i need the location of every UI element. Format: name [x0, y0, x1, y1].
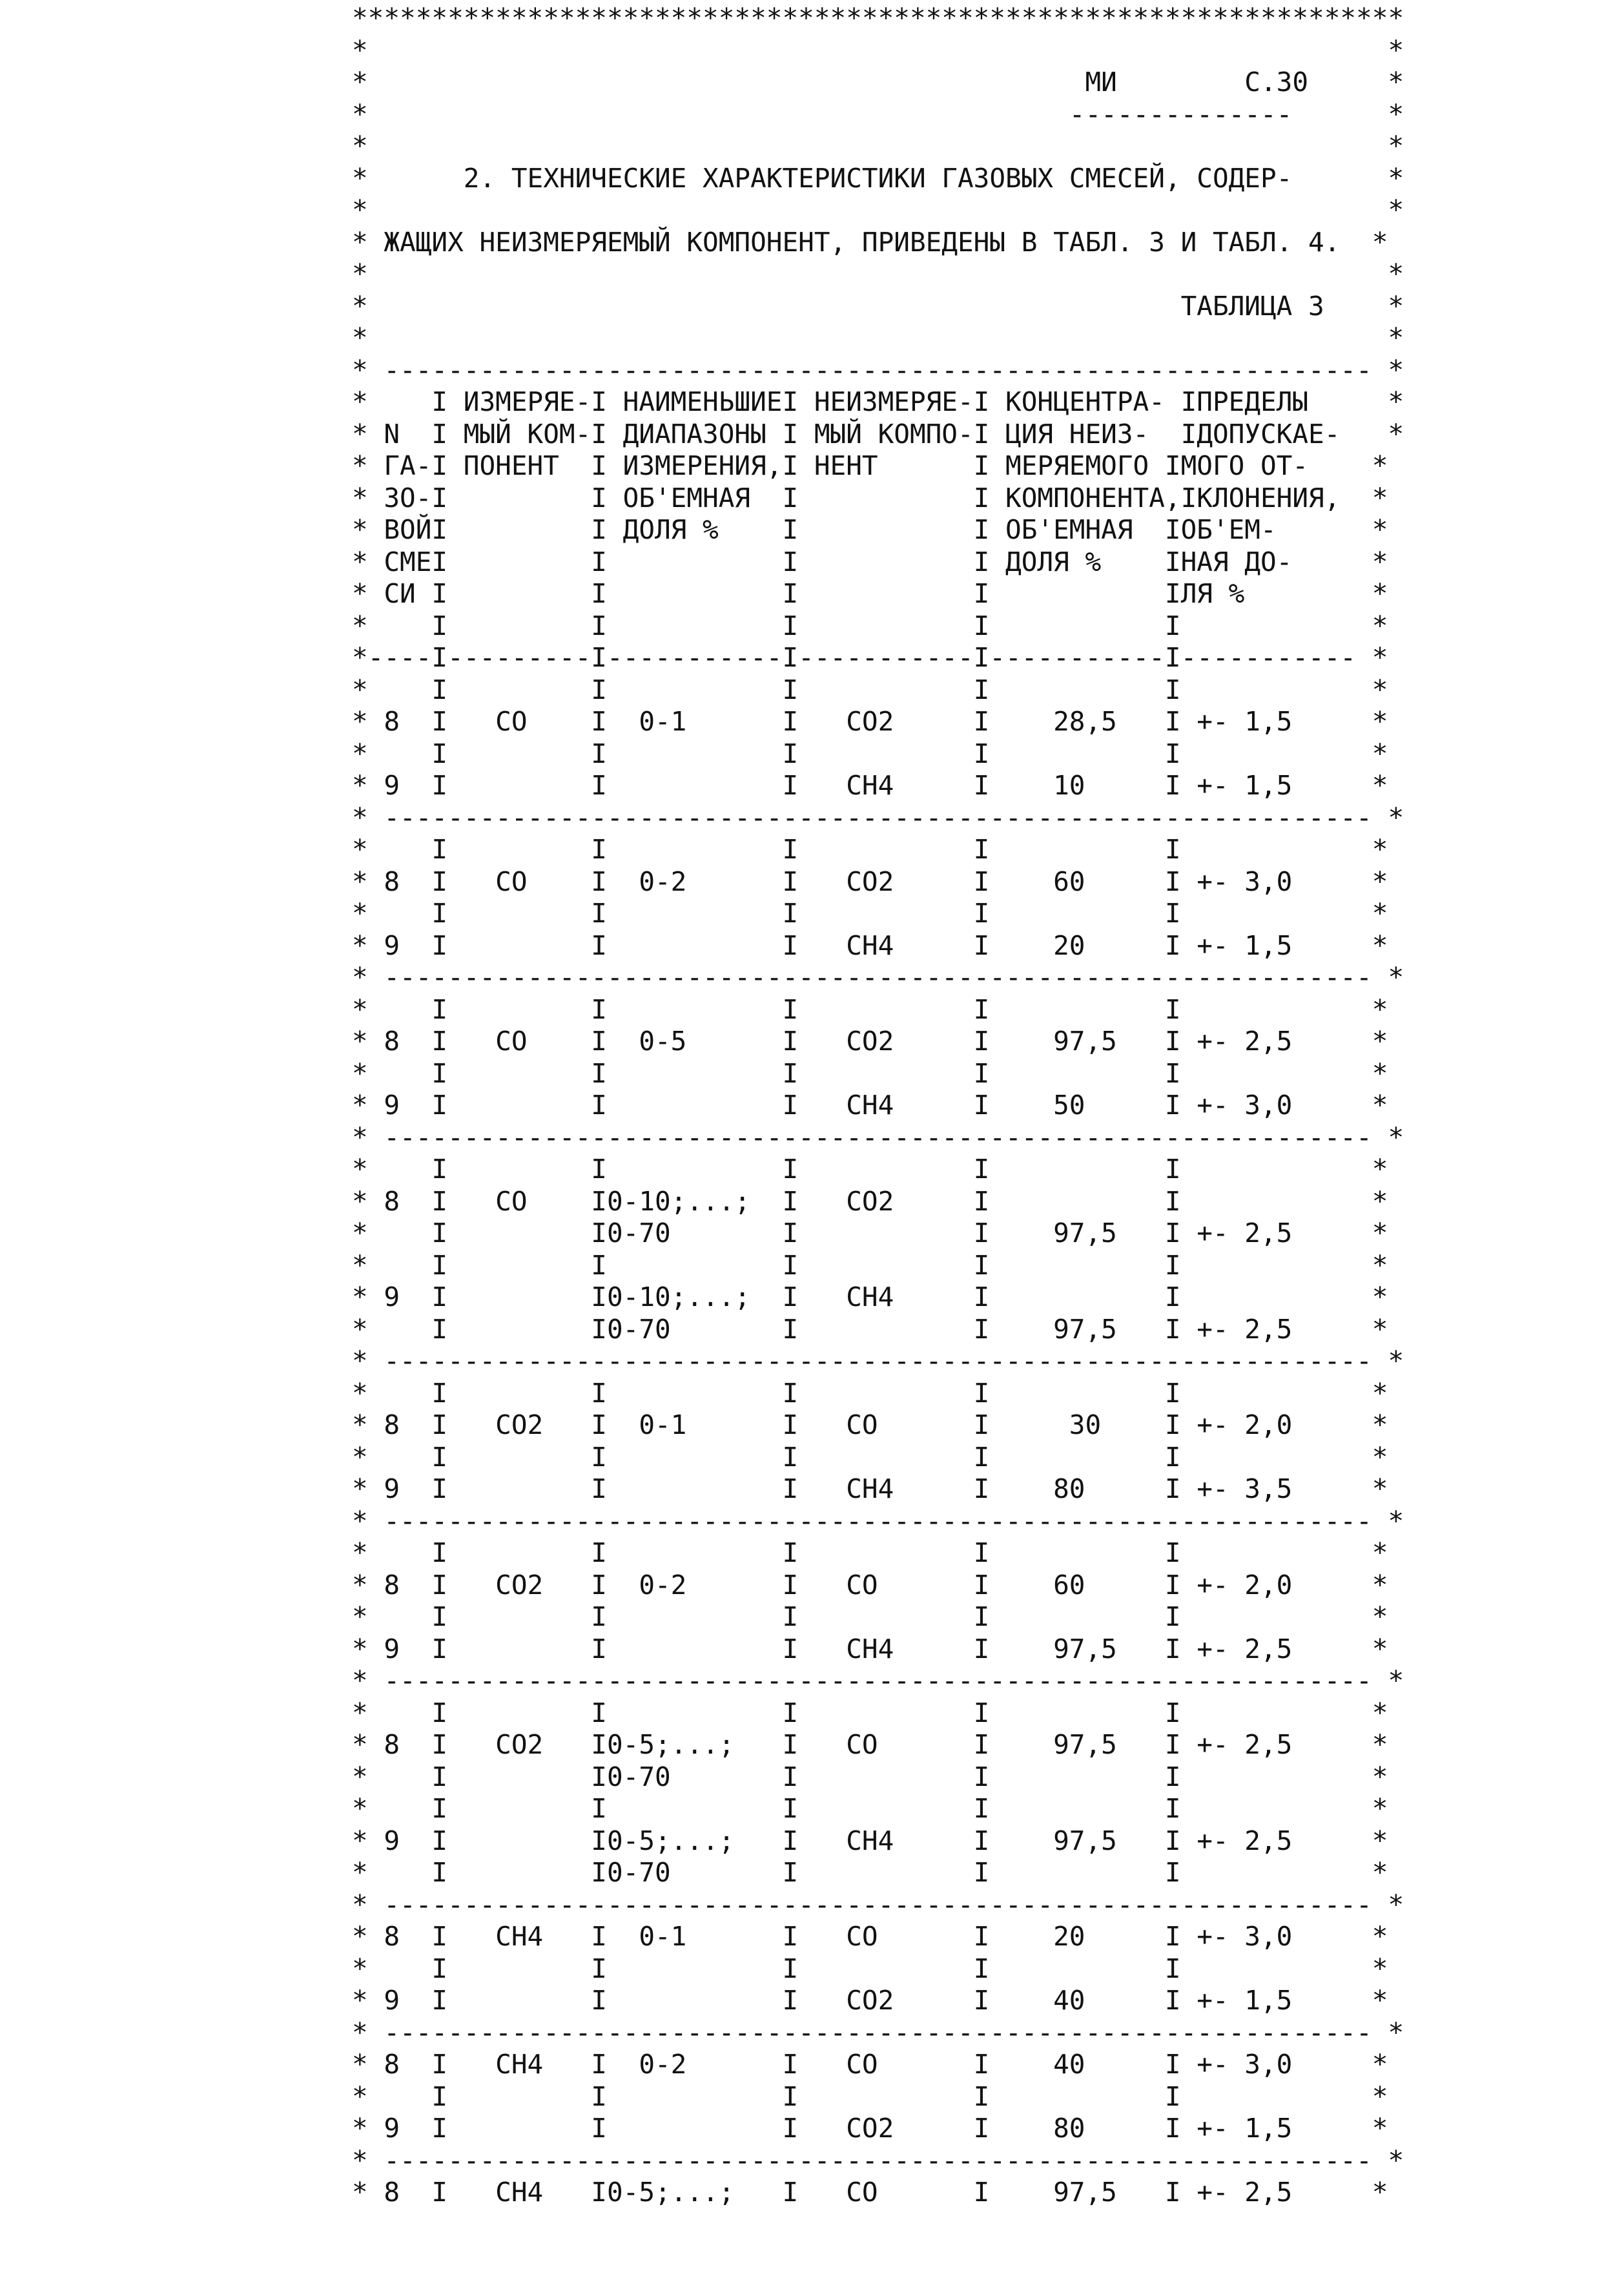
table-rule: * -------------------------------------------------------------- *: [352, 1506, 1404, 1537]
table-rule: *----I---------I-----------I-----------I-----------I----------- *: [352, 642, 1388, 673]
table-header-line: * СМЕI I I I ДОЛЯ % IНАЯ ДО- *: [352, 546, 1388, 577]
table-rule: * -------------------------------------------------------------- *: [352, 2145, 1404, 2176]
table-row: * I I I I I *: [352, 1953, 1388, 1984]
table-row: * 9 I I I CO2 I 40 I +- 1,5 *: [352, 1985, 1388, 2016]
table-row: * 9 I I I CH4 I 20 I +- 1,5 *: [352, 930, 1388, 961]
printout-line: * *: [352, 322, 1404, 353]
table-row: * I I I I I *: [352, 2081, 1388, 2112]
table-row: * 8 I CH4 I 0-2 I CO I 40 I +- 3,0 *: [352, 2049, 1388, 2080]
table-row: * 8 I CO2 I 0-1 I CO I 30 I +- 2,0 *: [352, 1409, 1388, 1440]
table-row: * I I I I I *: [352, 1793, 1388, 1824]
table-row: * 9 I I I CH4 I 97,5 I +- 2,5 *: [352, 1633, 1388, 1664]
printout-line: * I I I I I *: [352, 610, 1388, 641]
table-row: * 9 I I0-10;...; I CH4 I I *: [352, 1281, 1388, 1312]
table-row: * I I I I I *: [352, 1378, 1388, 1409]
table-row: * I I I I I *: [352, 994, 1388, 1025]
table-row: * 9 I I I CH4 I 80 I +- 3,5 *: [352, 1473, 1388, 1504]
table-rule: * -------------------------------------------------------------- *: [352, 1665, 1404, 1696]
table-row: * I I I I I *: [352, 898, 1388, 929]
table-rule: * -------------------------------------------------------------- *: [352, 962, 1404, 993]
table-row: * 8 I CO2 I 0-2 I CO I 60 I +- 2,0 *: [352, 1570, 1388, 1601]
table-row: * 8 I CO I 0-2 I CO2 I 60 I +- 3,0 *: [352, 866, 1388, 897]
section-title-line: * 2. ТЕХНИЧЕСКИЕ ХАРАКТЕРИСТИКИ ГАЗОВЫХ СМЕСЕЙ, СОДЕР- *: [352, 163, 1404, 194]
header-reference: * МИ С.30 *: [352, 67, 1404, 98]
table-row: * I I I I I *: [352, 1250, 1388, 1281]
section-title-line: * ЖАЩИХ НЕИЗМЕРЯЕМЫЙ КОМПОНЕНТ, ПРИВЕДЕНЫ В ТАБЛ. 3 И ТАБЛ. 4. *: [352, 227, 1388, 258]
table-row: * I I I I I *: [352, 834, 1388, 865]
table-row: * 9 I I I CO2 I 80 I +- 1,5 *: [352, 2113, 1388, 2144]
table-row: * I I I I I *: [352, 1601, 1388, 1632]
table-row: * 9 I I I CH4 I 10 I +- 1,5 *: [352, 770, 1388, 801]
printout-line: ******************************************************************: [352, 3, 1404, 34]
table-row: * I I I I I *: [352, 674, 1388, 705]
table-row: * 8 I CO I 0-5 I CO2 I 97,5 I +- 2,5 *: [352, 1026, 1388, 1057]
table-row: * 8 I CO2 I0-5;...; I CO I 97,5 I +- 2,5 *: [352, 1729, 1388, 1760]
printout-line: * *: [352, 194, 1404, 225]
printout-line: * *: [352, 130, 1404, 161]
table-row: * 9 I I I CH4 I 50 I +- 3,0 *: [352, 1090, 1388, 1121]
table-rule: * -------------------------------------------------------------- *: [352, 802, 1404, 833]
table-row: * I I I I I *: [352, 1537, 1388, 1568]
table-row: * I I0-70 I I 97,5 I +- 2,5 *: [352, 1218, 1388, 1249]
table-row: * I I I I I *: [352, 1154, 1388, 1185]
table-header-line: * ЗО-I I ОБ'ЕМНАЯ I I КОМПОНЕНТА,IКЛОНЕНИЯ, *: [352, 482, 1388, 513]
table-row: * 8 I CO I 0-1 I CO2 I 28,5 I +- 1,5 *: [352, 706, 1388, 737]
table-header-line: * ВОЙI I ДОЛЯ % I I ОБ'ЕМНАЯ IОБ'ЕМ- *: [352, 514, 1388, 545]
table-row: * I I I I I *: [352, 1058, 1388, 1089]
table-row: * I I I I I *: [352, 738, 1388, 769]
table-label: * ТАБЛИЦА 3 *: [352, 291, 1404, 322]
table-row: * 9 I I0-5;...; I CH4 I 97,5 I +- 2,5 *: [352, 1825, 1388, 1856]
printout-line: * *: [352, 35, 1404, 66]
table-row: * I I0-70 I I I *: [352, 1857, 1388, 1888]
table-rule: * -------------------------------------------------------------- *: [352, 1889, 1404, 1920]
table-rule: * -------------------------------------------------------------- *: [352, 355, 1404, 386]
printout-line: * *: [352, 258, 1404, 289]
table-row: * I I0-70 I I 97,5 I +- 2,5 *: [352, 1314, 1388, 1345]
table-header-line: * СИ I I I I IЛЯ % *: [352, 578, 1388, 609]
table-row: * 8 I CH4 I 0-1 I CO I 20 I +- 3,0 *: [352, 1921, 1388, 1952]
table-row: * I I I I I *: [352, 1697, 1388, 1728]
table-row: * I I0-70 I I I *: [352, 1761, 1388, 1792]
table-row: * 8 I CH4 I0-5;...; I CO I 97,5 I +- 2,5 *: [352, 2177, 1388, 2208]
table-header-line: * I ИЗМЕРЯЕ-I НАИМЕНЬШИЕI НЕИЗМЕРЯЕ-I КОНЦЕНТРА- IПРЕДЕЛЫ *: [352, 386, 1404, 417]
table-header-line: * ГА-I ПОНЕНТ I ИЗМЕРЕНИЯ,I НЕНТ I МЕРЯЕМОГО IМОГО ОТ- *: [352, 450, 1388, 481]
table-rule: * -------------------------------------------------------------- *: [352, 1345, 1404, 1376]
table-rule: * -------------------------------------------------------------- *: [352, 1122, 1404, 1153]
table-row: * 8 I CO I0-10;...; I CO2 I I *: [352, 1186, 1388, 1217]
table-header-line: * N I МЫЙ КОМ-I ДИАПАЗОНЫ I МЫЙ КОМПО-I ЦИЯ НЕИЗ- IДОПУСКАЕ- *: [352, 419, 1404, 450]
table-row: * I I I I I *: [352, 1442, 1388, 1473]
table-rule: * -------------- *: [352, 99, 1404, 130]
table-rule: * -------------------------------------------------------------- *: [352, 2017, 1404, 2048]
